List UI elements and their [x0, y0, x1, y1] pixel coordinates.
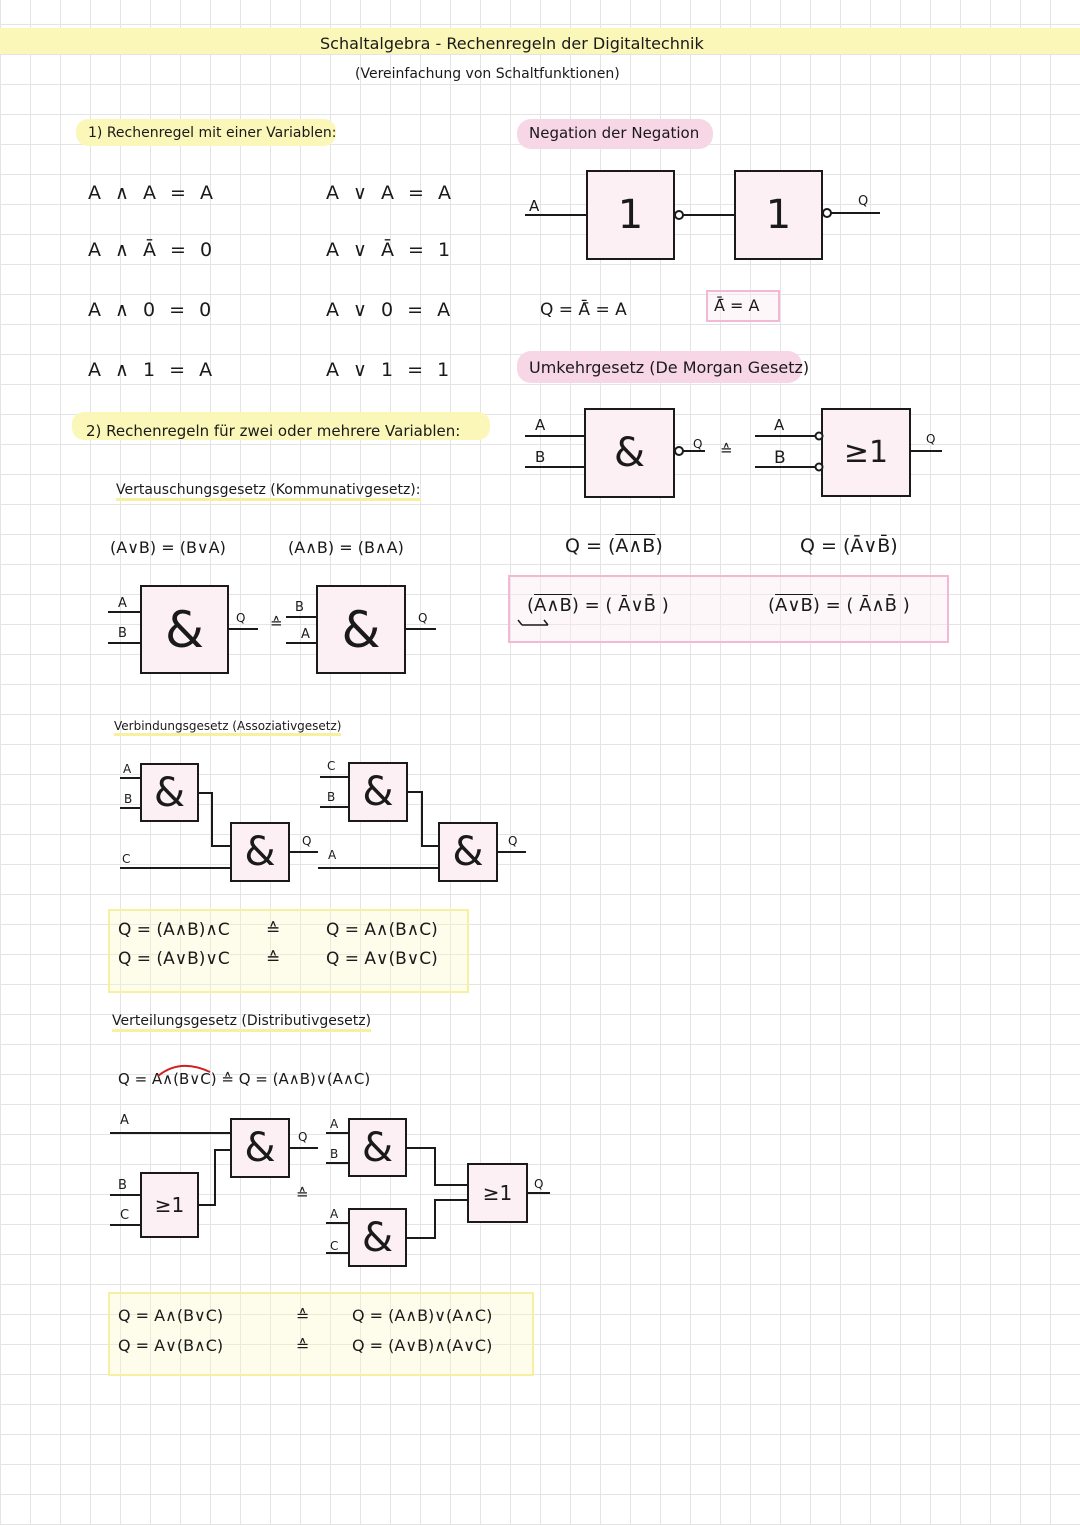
gate-symbol: &	[452, 829, 484, 875]
output-label-q: Q	[236, 611, 246, 625]
input-label-b: B	[118, 626, 127, 641]
input-label-a: A	[529, 197, 540, 215]
input-label-b: B	[535, 448, 546, 466]
formula-negated-part: A∧B	[615, 535, 656, 557]
page-subtitle: (Vereinfachung von Schaltfunktionen)	[355, 66, 620, 82]
kommutativ-heading: Vertauschungsgesetz (Kommunativgesetz):	[116, 482, 421, 501]
input-label-c: C	[330, 1239, 339, 1253]
output-label-q: Q	[508, 834, 518, 848]
input-label-b: B	[327, 790, 336, 804]
gate-symbol: &	[165, 600, 204, 659]
formula-part: Q = (	[565, 535, 616, 557]
kommutativ-formula-and: (A∧B) = (B∧A)	[288, 538, 404, 557]
gate-symbol: &	[244, 1125, 276, 1171]
formula-negated-part: A∨B	[775, 595, 813, 616]
distributiv-rule-2-result: Q = (A∨B)∧(A∨C)	[352, 1336, 493, 1355]
equivalent-sign: ≙	[270, 614, 283, 632]
equivalent-sign: ≙	[720, 441, 733, 459]
rule: A ∨ 1 = 1	[326, 359, 454, 381]
input-label-a: A	[301, 627, 310, 642]
assoziativ-rule-and: Q = (A∧B)∧C	[118, 920, 230, 940]
gate-symbol: ≥1	[482, 1181, 513, 1205]
distributiv-rule-1-result: Q = (A∧B)∨(A∧C)	[352, 1306, 493, 1325]
rule: A ∨ Ā = 1	[326, 239, 455, 261]
gate-symbol: &	[362, 769, 394, 815]
output-label-q: Q	[298, 1130, 308, 1144]
kommutativ-formula-or: (A∨B) = (B∨A)	[110, 538, 226, 557]
input-label-a: A	[328, 848, 337, 862]
equivalent-sign: ≙	[266, 920, 281, 940]
equivalent-sign: ≙	[296, 1306, 310, 1325]
input-label-a: A	[123, 762, 132, 776]
input-label-b: B	[295, 600, 304, 615]
output-label-q: Q	[418, 611, 428, 625]
section2-heading: 2) Rechenregeln für zwei oder mehrere Variablen:	[86, 422, 461, 440]
distributiv-example: Q = A∧(B∨C) ≙ Q = (A∧B)∨(A∧C)	[118, 1070, 371, 1088]
section1-heading: 1) Rechenregel mit einer Variablen:	[88, 125, 337, 141]
output-label-q: Q	[534, 1177, 544, 1191]
formula-part: ) = ( Ā∨B̄ )	[571, 595, 669, 616]
negation-rule: Ā̄ = A	[714, 296, 760, 315]
input-label-a: A	[774, 416, 785, 434]
negation-heading: Negation der Negation	[529, 124, 700, 142]
input-label-b: B	[330, 1147, 339, 1161]
page-title: Schaltalgebra - Rechenregeln der Digitaltechnik	[320, 34, 704, 53]
formula-part: ) = ( Ā∧B̄ )	[812, 595, 910, 616]
input-label-c: C	[120, 1208, 130, 1223]
demorgan-heading: Umkehrgesetz (De Morgan Gesetz)	[529, 358, 810, 377]
rule: A ∧ 0 = 0	[88, 299, 216, 321]
output-label-q: Q	[302, 834, 312, 848]
input-label-c: C	[327, 759, 336, 773]
input-label-a: A	[535, 416, 546, 434]
gate-symbol: &	[361, 1214, 394, 1261]
gate-symbol: &	[244, 829, 276, 875]
assoziativ-rule-or: Q = (A∨B)∨C	[118, 949, 230, 969]
input-label-c: C	[122, 852, 131, 866]
gate-symbol: ≥1	[154, 1193, 185, 1217]
equivalent-sign: ≙	[296, 1185, 309, 1203]
distributiv-rule-2: Q = A∨(B∧C)	[118, 1336, 224, 1355]
rule: A ∧ Ā = 0	[88, 239, 217, 261]
rule: A ∨ 0 = A	[326, 299, 455, 321]
input-label-a: A	[330, 1207, 339, 1221]
output-label-q: Q	[693, 437, 703, 451]
formula-part: )	[655, 535, 663, 557]
rule: A ∧ A = A	[88, 182, 217, 204]
assoziativ-heading: Verbindungsgesetz (Assoziativgesetz)	[114, 719, 341, 736]
gate-symbol: 1	[765, 192, 792, 238]
input-label-b: B	[124, 792, 133, 806]
demorgan-formula-or: Q = (Ā∨B̄)	[800, 535, 898, 557]
rule: A ∨ A = A	[326, 182, 455, 204]
input-label-b: B	[774, 448, 786, 468]
formula-part: (	[527, 595, 535, 616]
gate-symbol: &	[613, 430, 646, 476]
input-label-a: A	[120, 1113, 129, 1128]
input-label-a: A	[330, 1117, 339, 1131]
gate-symbol: &	[361, 1124, 394, 1171]
assoziativ-rule-and-result: Q = A∧(B∧C)	[326, 920, 438, 940]
assoziativ-rule-or-result: Q = A∨(B∨C)	[326, 949, 438, 969]
output-label-q: Q	[926, 432, 936, 446]
input-label-a: A	[118, 596, 127, 611]
gate-symbol: ≥1	[843, 435, 889, 470]
gate-symbol: &	[153, 769, 186, 816]
output-label-q: Q	[858, 194, 869, 209]
input-label-b: B	[118, 1178, 127, 1193]
distributiv-heading: Verteilungsgesetz (Distributivgesetz)	[112, 1013, 371, 1032]
rule: A ∧ 1 = A	[88, 359, 217, 381]
equivalent-sign: ≙	[296, 1336, 310, 1355]
formula-negated-part: A∧B	[534, 595, 572, 616]
equivalent-sign: ≙	[266, 949, 281, 969]
gate-symbol: &	[341, 600, 381, 659]
negation-formula: Q = Ā̄ = A	[540, 300, 627, 320]
formula-part: (	[768, 595, 776, 616]
gate-symbol: 1	[617, 192, 644, 238]
distributiv-rule-1: Q = A∧(B∨C)	[118, 1306, 224, 1325]
